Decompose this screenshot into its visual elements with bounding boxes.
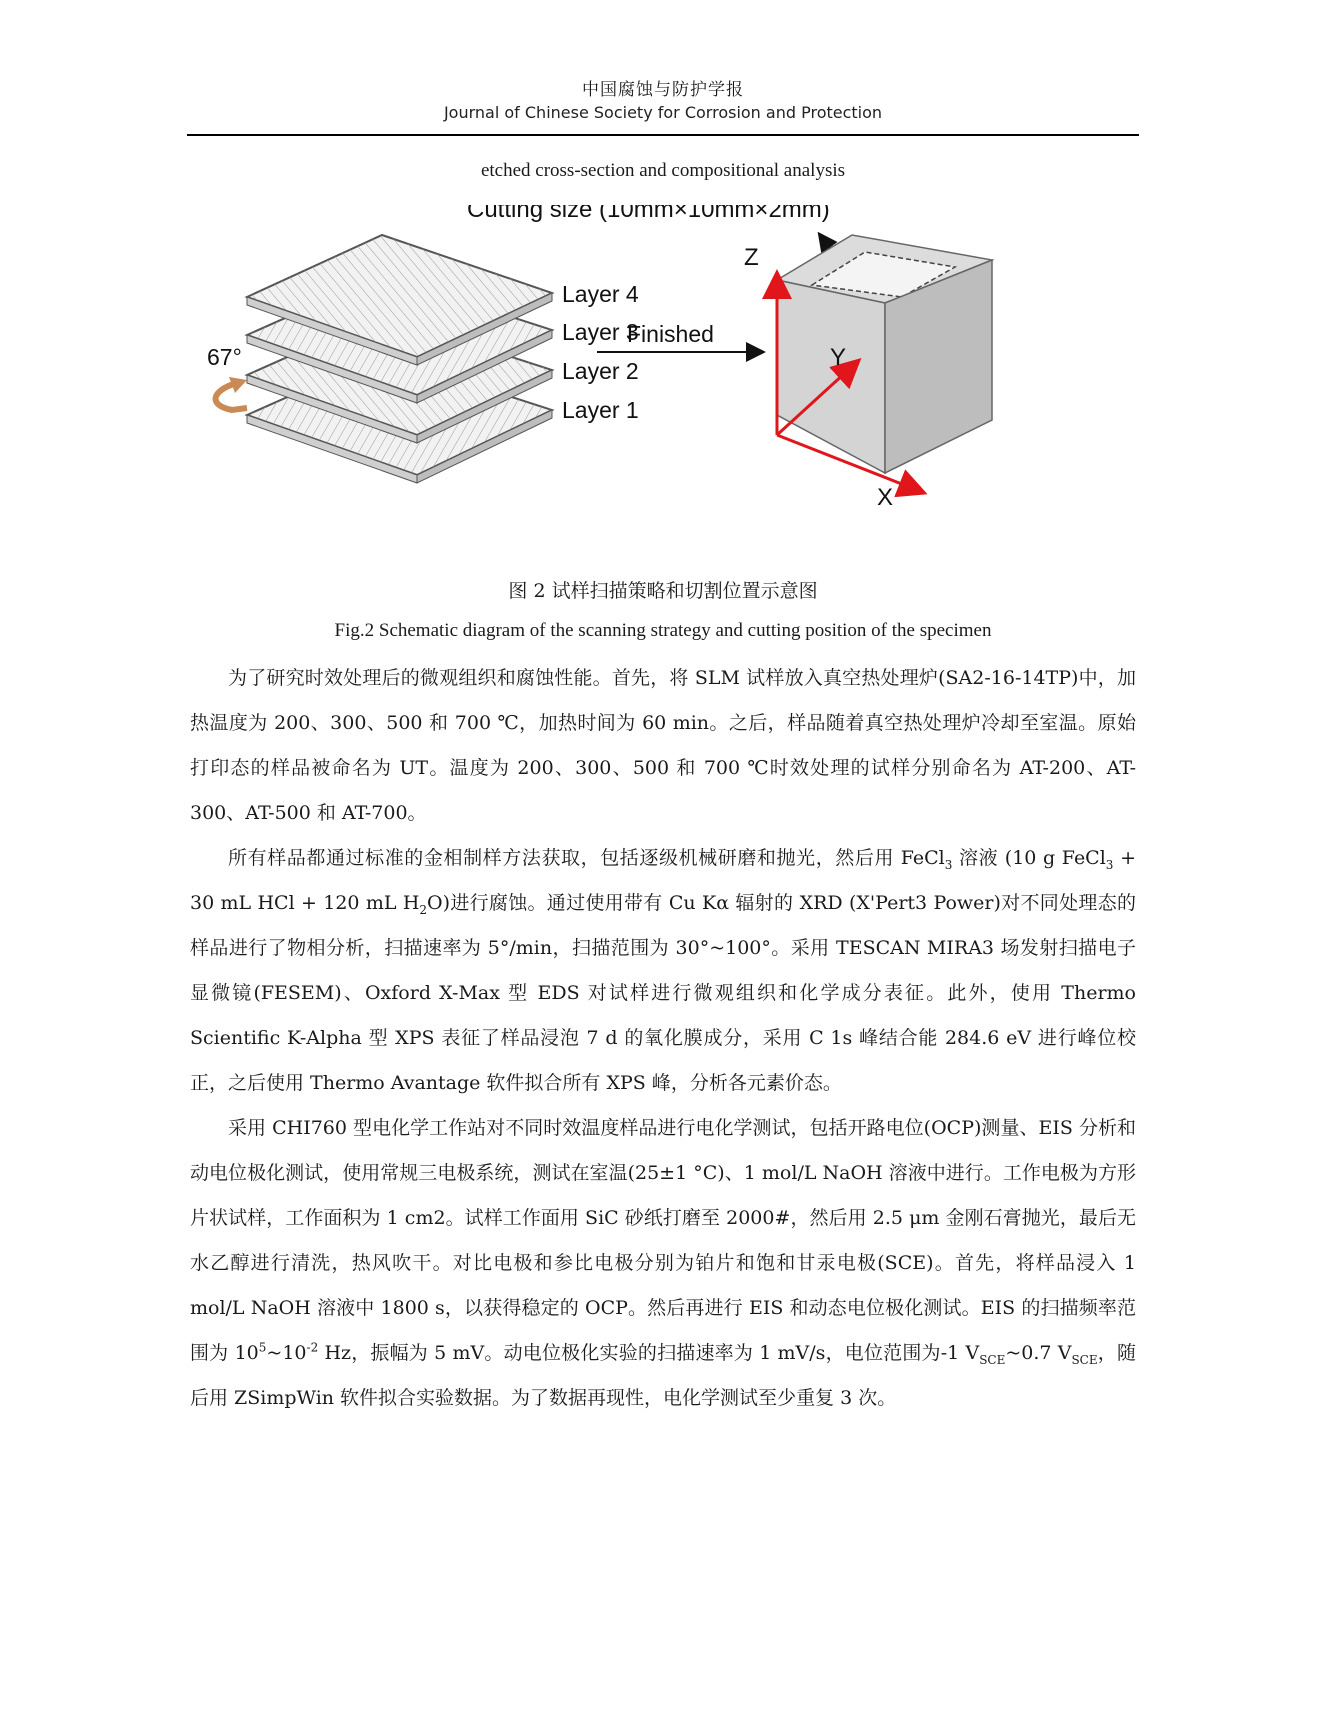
p3-sub-2: SCE bbox=[1071, 1352, 1098, 1367]
finished-label: Finished bbox=[627, 321, 714, 347]
p2-text-e: + 30 mL HCl + 120 mL H bbox=[190, 847, 1136, 914]
continued-text: etched cross-section and compositional analysis bbox=[480, 160, 846, 181]
z-axis-label: Z bbox=[744, 244, 759, 271]
p3-text-g: ~0.7 V bbox=[1005, 1342, 1072, 1364]
layer-1-label: Layer 1 bbox=[562, 397, 639, 423]
p2-sub-2: 3 bbox=[1105, 857, 1114, 872]
journal-title-cn: 中国腐蚀与防护学报 bbox=[582, 80, 744, 100]
p3-sup-2: -2 bbox=[306, 1340, 319, 1355]
figure-2-diagram bbox=[187, 205, 1139, 575]
p3-text-i: ，随后用 ZSimpWin 软件拟合实验数据。为了数据再现性，电化学测试至少重复 3 次。 bbox=[190, 1342, 1136, 1409]
journal-title-en: Journal of Chinese Society for Corrosion and Protection bbox=[443, 103, 883, 122]
p3-text-c: ~10 bbox=[266, 1342, 307, 1364]
p2-text-a: 所有样品都通过标准的金相制样方法获取，包括逐级机械研磨和抛光，然后用 FeCl bbox=[228, 847, 945, 869]
figure-caption-en: Fig.2 Schematic diagram of the scanning strategy and cutting position of the specimen bbox=[334, 620, 992, 641]
paragraph-1: 为了研究时效处理后的微观组织和腐蚀性能。首先，将 SLM 试样放入真空热处理炉(SA2-16-14TP)中，加热温度为 200、300、500 和 700 ℃，加热时间为 60 min。之后，样品随着真空热处理炉冷却至室温。原始打印态的样品被命名为 UT。温度为 200、300、500 和 700 ℃时效处理的试样分别命名为 AT-200、AT-300、AT-500 和 AT-700。 bbox=[190, 667, 1136, 824]
y-axis-label: Y bbox=[830, 344, 847, 371]
p2-text-g: O)进行腐蚀。通过使用带有 Cu Kα 辐射的 XRD (X'Pert3 Power)对不同处理态的样品进行了物相分析，扫描速率为 5°/min，扫描范围为 30°~100°。采用 TESCAN MIRA3 场发射扫描电子显微镜(FESEM)、Oxford X-Max 型 EDS 对试样进行微观组织和化学成分表征。此外，使用 Thermo Scientific K-Alpha 型 XPS 表征了样品浸泡 7 d 的氧化膜成分，采用 C 1s 峰结合能 284.6 eV 进行峰位校正，之后使用 Thermo Avantage 软件拟合所有 XPS 峰，分析各元素价态。 bbox=[190, 892, 1136, 1094]
x-axis-label: X bbox=[877, 484, 894, 511]
layer-4-label: Layer 4 bbox=[562, 281, 639, 307]
paragraph-3 bbox=[190, 1106, 1136, 1421]
specimen-cube bbox=[777, 235, 992, 473]
body-text bbox=[190, 656, 1136, 1421]
figure-2 bbox=[187, 205, 1139, 575]
p2-sub-1: 3 bbox=[944, 857, 953, 872]
figure-caption-cn: 图 2 试样扫描策略和切割位置示意图 bbox=[508, 580, 818, 602]
p2-sub-3: 2 bbox=[419, 902, 428, 917]
journal-header bbox=[187, 78, 1139, 124]
rotation-angle-label: 67° bbox=[207, 344, 242, 370]
rotate-arrow-icon bbox=[216, 383, 247, 410]
layer-2-label: Layer 2 bbox=[562, 358, 639, 384]
p3-sub-1: SCE bbox=[979, 1352, 1006, 1367]
header-rule bbox=[187, 134, 1139, 136]
cutting-size-label: Cutting size (10mm×10mm×2mm) bbox=[467, 205, 830, 223]
layer-3-label: Layer 3 bbox=[562, 319, 639, 345]
p3-text-a: 采用 CHI760 型电化学工作站对不同时效温度样品进行电化学测试，包括开路电位(OCP)测量、EIS 分析和动电位极化测试，使用常规三电极系统，测试在室温(25±1 °C)、1 mol/L NaOH 溶液中进行。工作电极为方形片状试样，工作面积为 1 cm2。试样工作面用 SiC 砂纸打磨至 2000#，然后用 2.5 μm 金刚石膏抛光，最后无水乙醇进行清洗，热风吹干。对比电极和参比电极分别为铂片和饱和甘汞电极(SCE)。首先，将样品浸入 1 mol/L NaOH 溶液中 1800 s，以获得稳定的 OCP。然后再进行 EIS 和动态电位极化测试。EIS 的扫描频率范围为 10 bbox=[190, 1117, 1136, 1364]
p3-text-e: Hz，振幅为 5 mV。动电位极化实验的扫描速率为 1 mV/s，电位范围为-1 V bbox=[318, 1342, 980, 1364]
p3-sup-1: 5 bbox=[258, 1340, 267, 1355]
p2-text-c: 溶液 (10 g FeCl bbox=[952, 847, 1106, 869]
paragraph-2 bbox=[190, 836, 1136, 1106]
